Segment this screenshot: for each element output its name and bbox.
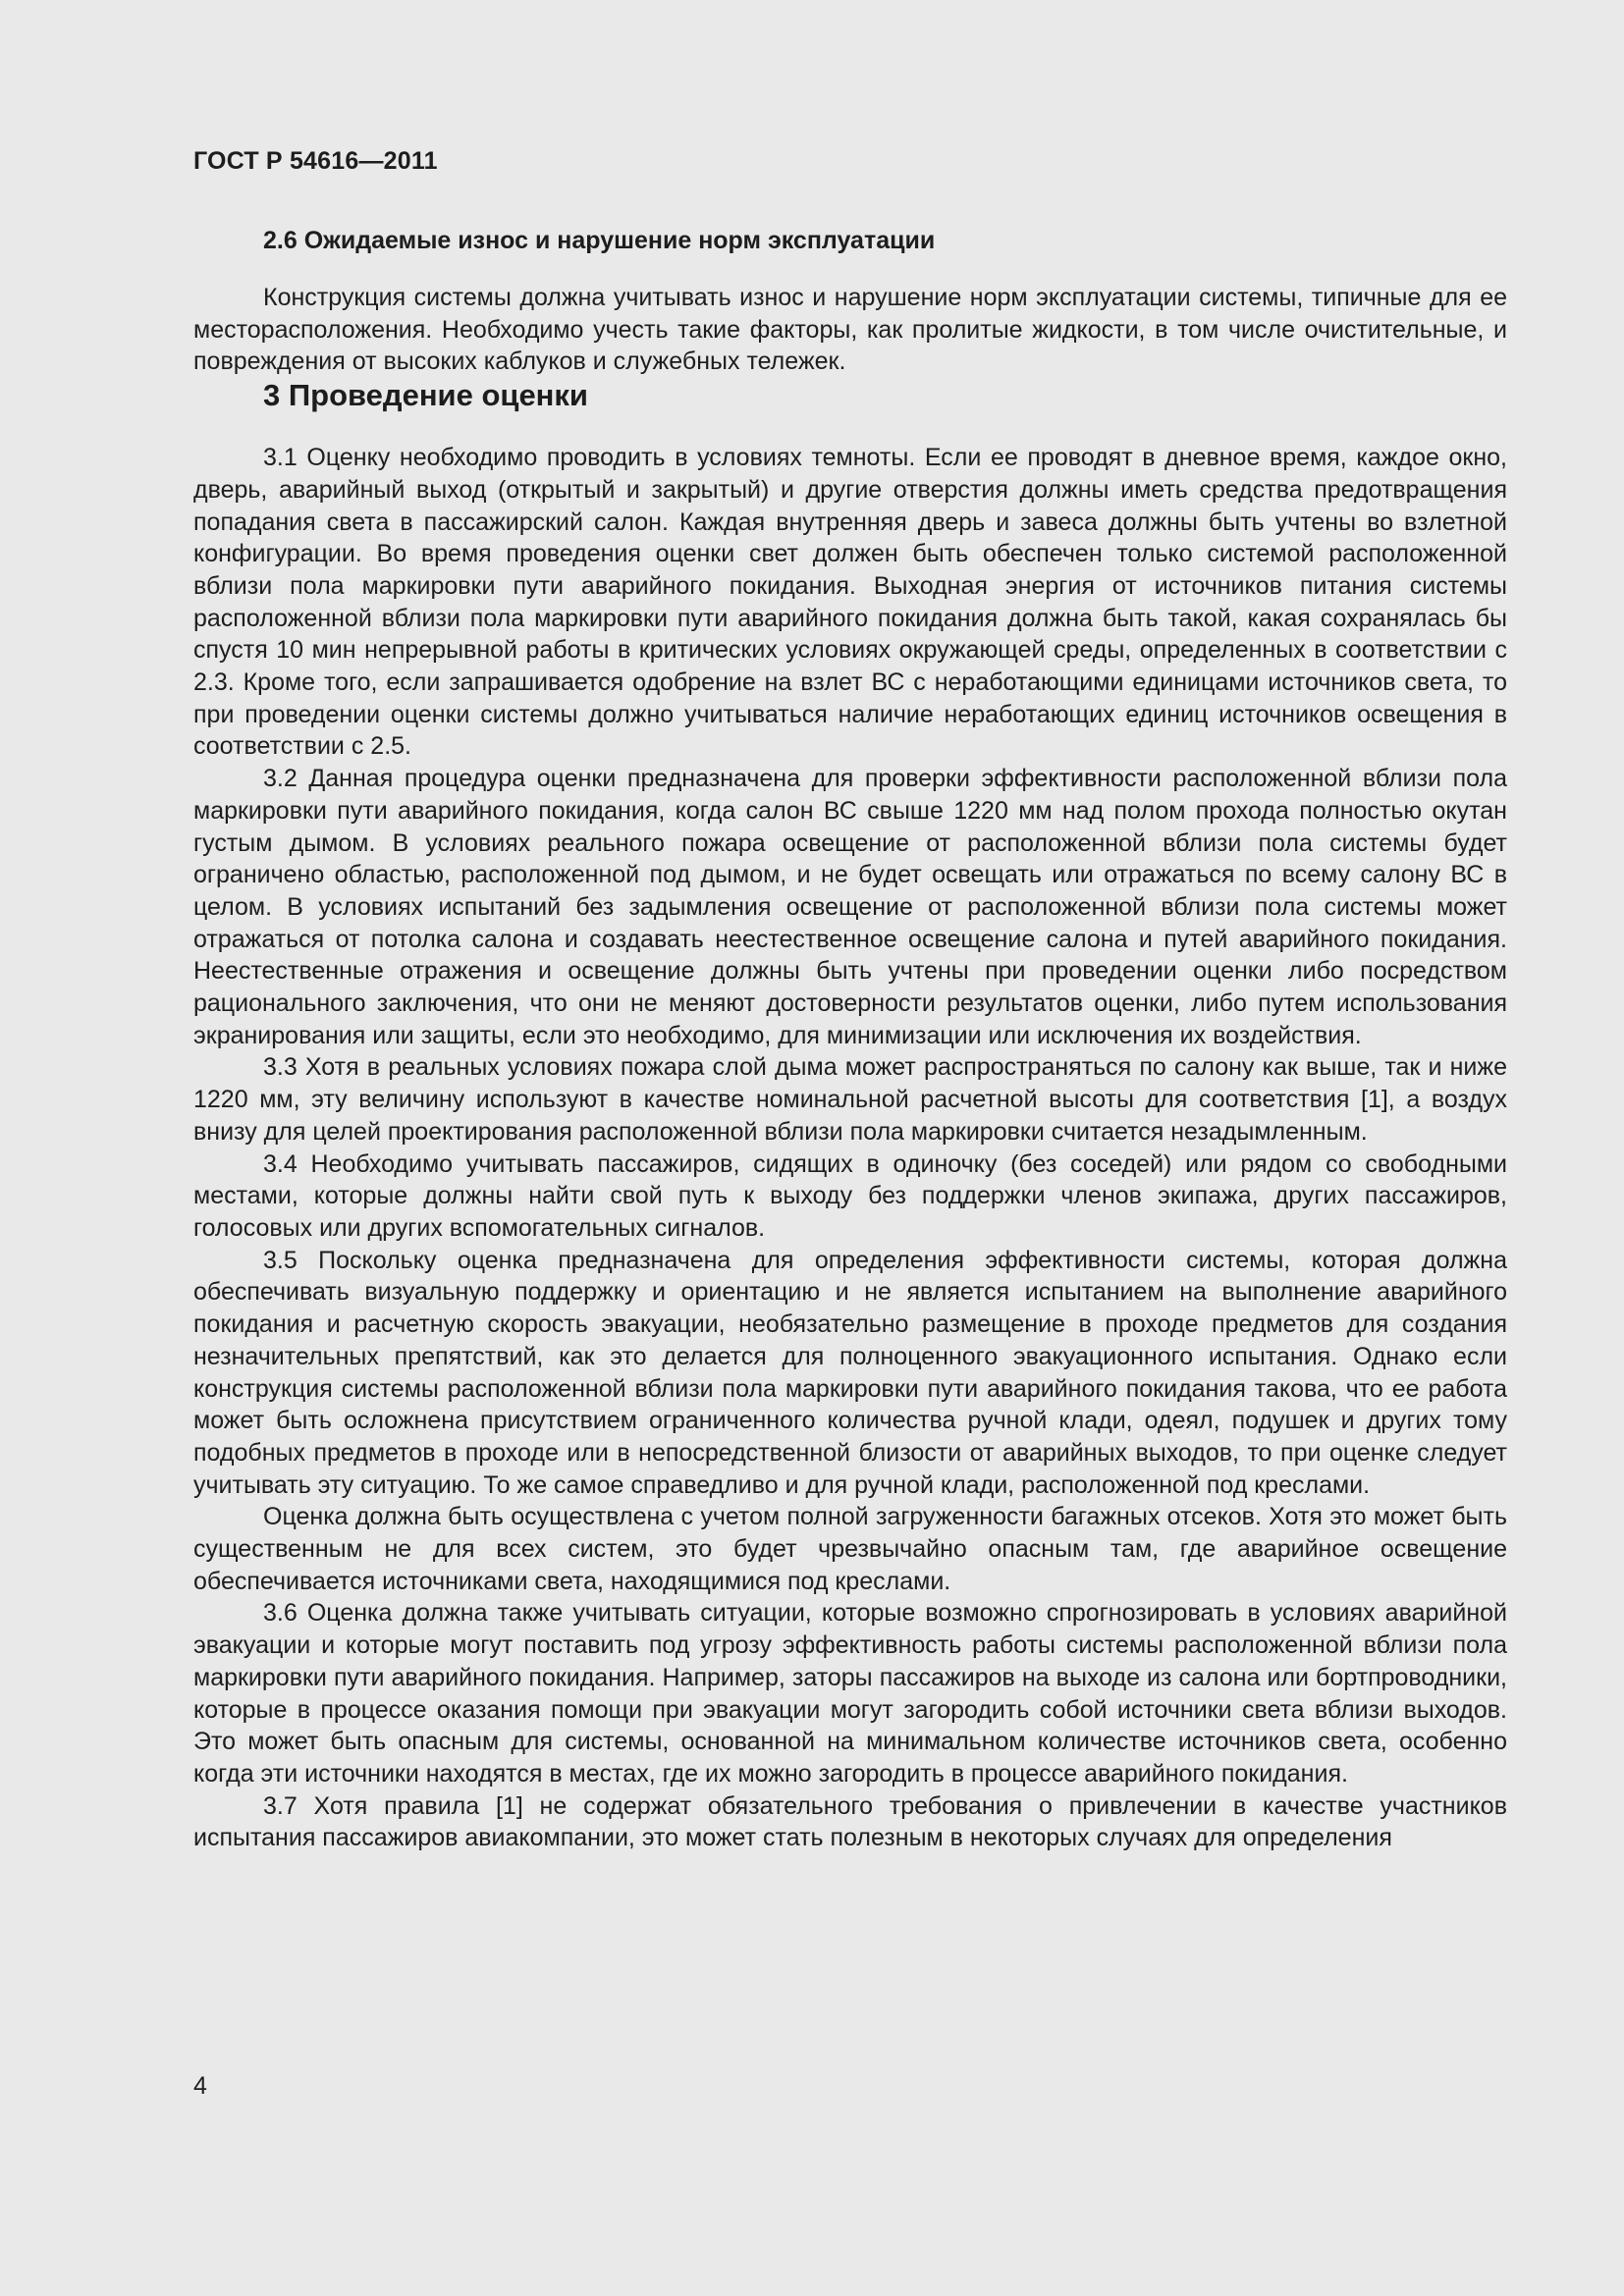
paragraph-3-4: 3.4 Необходимо учитывать пассажиров, сидящих в одиночку (без соседей) или рядом со свободными местами, которые должны найти свой путь к выходу без поддержки членов экипажа, других пассажиров, голосовых или других вспомогательных сигналов. <box>193 1149 1507 1242</box>
paragraph-3-3: 3.3 Хотя в реальных условиях пожара слой дыма может распространяться по салону как выше, так и ниже 1220 мм, эту величину используют в качестве номинальной расчетной высоты для соответствия [1], а воздух внизу для целей проектирования расположенной вблизи пола маркировки считается незадымленным. <box>193 1053 1507 1146</box>
subsection-2-6-title: 2.6 Ожидаемые износ и нарушение норм эксплуатации <box>263 227 936 254</box>
document-page <box>193 147 1507 1854</box>
page-number: 4 <box>193 2072 207 2100</box>
paragraph-3-5: 3.5 Поскольку оценка предназначена для определения эффективности системы, которая должна обеспечивать визуальную поддержку и ориентацию и не является испытанием на выполнение аварийного покидания и расчетную скорость эвакуации, необязательно размещение в проходе предметов для создания незначительных препятствий, как это делается для полноценного эвакуационного испытания. Однако если конструкция системы расположенной вблизи пола маркировки пути аварийного покидания такова, что ее работа может быть осложнена присутствием ограниченного количества ручной клади, одеял, подушек и других тому подобных предметов в проходе или в непосредственной близости от аварийных выходов, то при оценке следует учитывать эту ситуацию. То же самое справедливо и для ручной клади, расположенной под креслами. <box>193 1246 1507 1499</box>
paragraph-3-1: 3.1 Оценку необходимо проводить в условиях темноты. Если ее проводят в дневное время, каждое окно, дверь, аварийный выход (открытый и закрытый) и другие отверстия должны иметь средства предотвращения попадания света в пассажирский салон. Каждая внутренняя дверь и завеса должны быть учтены во взлетной конфигурации. Во время проведения оценки свет должен быть обеспечен только системой расположенной вблизи пола маркировки пути аварийного покидания. Выходная энергия от источников питания системы расположенной вблизи пола маркировки пути аварийного покидания должна быть такой, какая сохранялась бы спустя 10 мин непрерывной работы в критических условиях окружающей среды, определенных в соответствии с 2.3. Кроме того, если запрашивается одобрение на взлет ВС с неработающими единицами источников света, то при проведении оценки системы должно учитываться наличие неработающих единиц источников освещения в соответствии с 2.5. <box>193 444 1507 761</box>
paragraph-3-6: 3.6 Оценка должна также учитывать ситуации, которые возможно спрогнозировать в условиях аварийной эвакуации и которые могут поставить под угрозу эффективность работы системы расположенной вблизи пола маркировки пути аварийного покидания. Например, заторы пассажиров на выходе из салона или бортпроводники, которые в процессе оказания помощи при эвакуации могут загородить собой источники света вблизи выходов. Это может быть опасным для системы, основанной на минимальном количестве источников света, особенно когда эти источники находятся в местах, где их можно загородить в процессе аварийного покидания. <box>193 1599 1507 1788</box>
subsection-2-6-text: Конструкция системы должна учитывать износ и нарушение норм эксплуатации системы, типичные для ее месторасположения. Необходимо учесть такие факторы, как пролитые жидкости, в том числе очистительные, и повреждения от высоких каблуков и служебных тележек. <box>193 284 1507 376</box>
paragraph-3-7: 3.7 Хотя правила [1] не содержат обязательного требования о привлечении в качестве участников испытания пассажиров авиакомпании, это может стать полезным в некоторых случаях для определения <box>193 1791 1507 1852</box>
paragraph-3-5-continuation: Оценка должна быть осуществлена с учетом полной загруженности багажных отсеков. Хотя это может быть существенным не для всех систем, это будет чрезвычайно опасным там, где аварийное освещение обеспечивается источниками света, находящимися под креслами. <box>193 1503 1507 1595</box>
paragraph-3-2: 3.2 Данная процедура оценки предназначена для проверки эффективности расположенной вблизи пола маркировки пути аварийного покидания, когда салон ВС свыше 1220 мм над полом прохода полностью окутан густым дымом. В условиях реального пожара освещение от расположенной вблизи пола системы будет ограничено областью, расположенной под дымом, и не будет освещать или отражаться по всему салону ВС в целом. В условиях испытаний без задымления освещение от расположенной вблизи пола системы может отражаться от потолка салона и создавать неестественное освещение салона и путей аварийного покидания. Неестественные отражения и освещение должны быть учтены при проведении оценки либо посредством рационального заключения, что они не меняют достоверности результатов оценки, либо путем использования экранирования или защиты, если это необходимо, для минимизации или исключения их воздействия. <box>193 765 1507 1049</box>
section-3-title: 3 Проведение оценки <box>263 378 588 413</box>
document-code-header: ГОСТ Р 54616—2011 <box>193 147 438 175</box>
